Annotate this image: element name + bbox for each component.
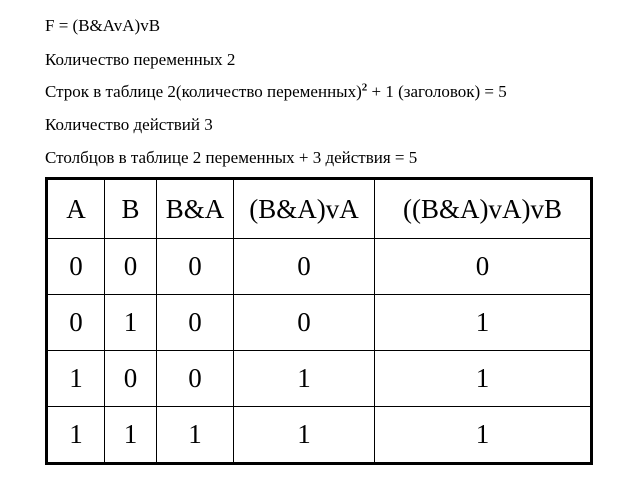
table-header-row	[47, 179, 592, 239]
table-cell: 0	[105, 239, 157, 295]
formula-line: F = (B&AvA)vB	[45, 16, 161, 35]
header-cell: B	[105, 179, 157, 239]
truth-table	[45, 177, 593, 465]
table-cell: 1	[157, 407, 234, 464]
rows-count-text: Строк в таблице 2(количество переменных)	[45, 82, 362, 101]
columns-count-line: Столбцов в таблице 2 переменных + 3 действия = 5	[45, 148, 418, 167]
table-row	[47, 295, 592, 351]
header-cell: ((B&A)vA)vB	[375, 179, 592, 239]
rows-count-result: + 1 (заголовок) = 5	[367, 82, 507, 101]
table-row	[47, 407, 592, 464]
variables-count-line: Количество переменных 2	[45, 50, 236, 69]
table-cell: 0	[105, 351, 157, 407]
rows-count-line	[45, 82, 507, 102]
table-cell: 0	[234, 295, 375, 351]
table-cell: 0	[157, 239, 234, 295]
table-cell: 0	[47, 295, 105, 351]
table-cell: 1	[47, 407, 105, 464]
table-cell: 1	[105, 295, 157, 351]
table-cell: 1	[234, 351, 375, 407]
table-cell: 1	[47, 351, 105, 407]
table-cell: 0	[47, 239, 105, 295]
header-cell: A	[47, 179, 105, 239]
actions-count-line: Количество действий 3	[45, 115, 213, 134]
table-cell: 0	[157, 295, 234, 351]
table-cell: 0	[157, 351, 234, 407]
table-cell: 1	[375, 351, 592, 407]
table-cell: 0	[234, 239, 375, 295]
table-cell: 1	[234, 407, 375, 464]
table-cell: 0	[375, 239, 592, 295]
header-cell: (B&A)vA	[234, 179, 375, 239]
header-cell: B&A	[157, 179, 234, 239]
table-row	[47, 239, 592, 295]
rows-count-exponent: 2	[361, 81, 368, 94]
table-cell: 1	[375, 407, 592, 464]
table-cell: 1	[375, 295, 592, 351]
table-row	[47, 351, 592, 407]
table-cell: 1	[105, 407, 157, 464]
